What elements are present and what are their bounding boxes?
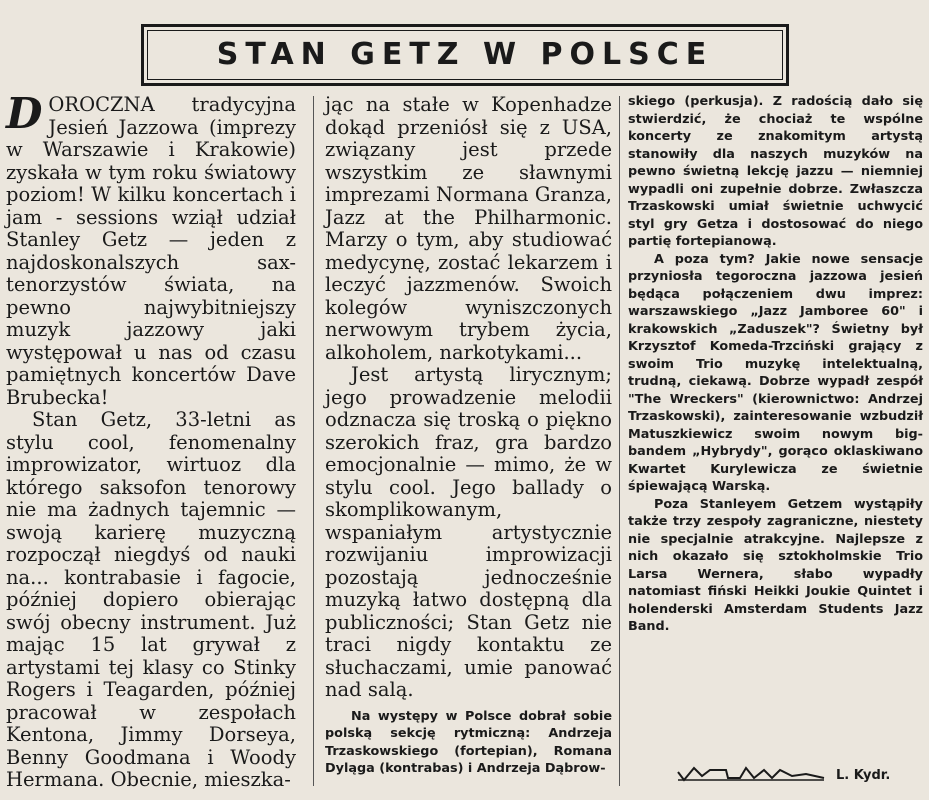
paragraph-3: jąc na stałe w Kopenhadze dokąd przeniósł się z USA, związany jest przede wszystkim ze sławnymi imprezami Normana Granza, Jazz at the Philharmonic. Marzy o tym, aby studiować medycynę, zostać lekarzem i leczyć jazzmenów. Swoich kolegów wyniszczonych nerwowym trybem życia, alkoholem, narkotykami... bbox=[325, 93, 612, 364]
column-1 bbox=[6, 89, 296, 792]
paragraph-2: Stan Getz, 33-letni as stylu cool, fenomenalny improwizator, wirtuoz dla którego saksofon tenorowy nie ma żadnych tajemnic — swoją karierę muzyczną rozpoczął niegdyś od nauki na... kontrabasie i fagocie, później dopiero obierając swój obecny instrument. Już mając 15 lat grywał z artystami tej klasy co Stinky Rogers i Teagarden, później pracował w zespołach Kentona, Jimmy Dorseya, Benny Goodmana i Woody Hermana. Obecnie, mieszka- bbox=[6, 408, 296, 791]
paragraph-8: Poza Stanleyem Getzem wystąpiły także trzy zespoły zagraniczne, niestety nie specjalnie atrakcyjne. Najlepsze z nich okazało się sztokholmskie Trio Larsa Wernera, słabo wypadły natomiast fiński Heikki Joukie Quintet i holenderski Amsterdam Students Jazz Band. bbox=[628, 496, 923, 634]
column-2 bbox=[325, 94, 612, 778]
headline-box bbox=[141, 24, 789, 86]
column-3 bbox=[628, 93, 923, 636]
paragraph-4: Jest artystą lirycznym; jego prowadzenie melodii odznacza się troską o piękno szerokich fraz, gra bardzo emocjonalnie — mimo, że w stylu cool. Jego ballady o skomplikowanym, wspaniałym artystycznie rozwijaniu improwizacji pozostają jednocześnie muzyką łatwo dostępną dla publiczności; Stan Getz nie traci nigdy kontaktu ze słuchaczami, umie panować nad salą. bbox=[325, 363, 612, 701]
paragraph-1 bbox=[6, 89, 296, 409]
paragraph-7: A poza tym? Jakie nowe sensacje przyniosła tegoroczna jazzowa jesień będąca połączeniem dwu imprez: warszawskiego „Jazz Jamboree 60" i krakowskich „Zaduszek"? Świetny był Krzysztof Komeda-Trzciński grający z swoim Trio muzykę intelektualną, trudną, ciekawą. Dobrze wypadł zespół "The Wreckers" (kierownictwo: Andrzej Trzaskowski), zainteresowanie wzbudził Matuszkiewicz swoim nowym big-bandem „Hybrydy", gorąco oklaskiwano Kwartet Kurylewicza ze świetnie śpiewającą Warską. bbox=[628, 251, 923, 494]
headline: STAN GETZ W POLSCE bbox=[216, 37, 714, 72]
paragraph-1-text: OROCZNA tradycyjna Jesień Jazzowa (imprezy w Warszawie i Krakowie) zyskała w tym roku światowy poziom! W kilku koncertach i jam - sessions wziął udział Stanley Getz — jeden z najdoskonalszych sax-tenorzystów świata, na pewno najwybitniejszy muzyk jazzowy jaki występował u nas od czasu pamiętnych koncertów Dave Brubecka! bbox=[6, 93, 296, 409]
paragraph-5: Na występy w Polsce dobrał sobie polską sekcję rytmiczną: Andrzeja Trzaskowskiego (fortepian), Romana Dyląga (kontrabas) i Andrzeja Dąbrow- bbox=[325, 708, 612, 776]
column-divider bbox=[313, 96, 314, 786]
author-name: L. Kydr. bbox=[836, 768, 891, 783]
column-divider bbox=[619, 96, 620, 786]
drop-cap: D bbox=[6, 89, 43, 138]
paragraph-6: skiego (perkusja). Z radością dało się stwierdzić, że chociaż te wspólne koncerty ze znakomitym artystą stanowiły dla naszych muzyków na pewno świetną lekcję jazzu — niemniej wypadli oni zupełnie dobrze. Zwłaszcza Trzaskowski umiał świetnie uchwycić styl gry Getza i dostosować do niego partię fortepianową. bbox=[628, 94, 923, 249]
signature-scribble-icon bbox=[676, 762, 826, 784]
